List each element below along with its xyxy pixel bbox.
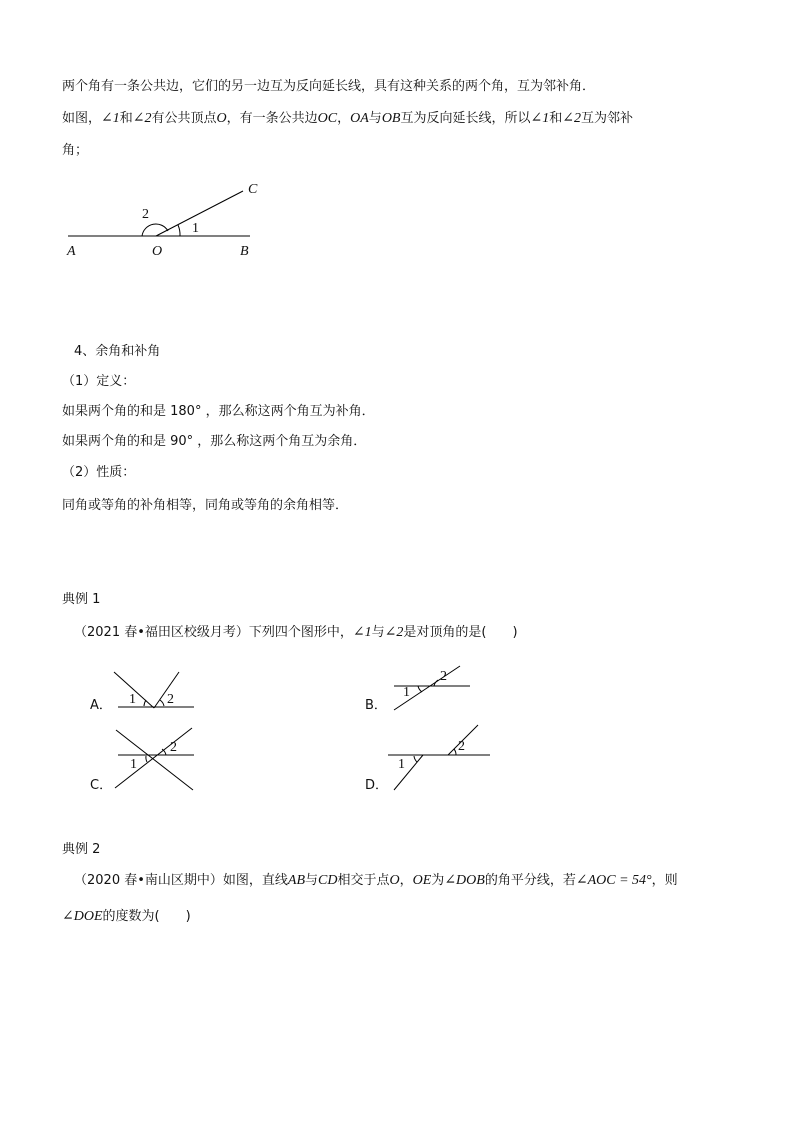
angle-2: ∠2 (132, 111, 152, 126)
text: （2021 春•福田区校级月考）下列四个图形中， (74, 625, 353, 640)
text: 和 (119, 111, 133, 126)
label-a: A (67, 244, 76, 259)
angle-1: ∠1 (101, 111, 120, 126)
text: 互为邻补 (580, 111, 633, 126)
option-d-label-2: 2 (458, 739, 465, 754)
label-angle-1: 1 (192, 221, 199, 236)
label-c: C (248, 182, 258, 197)
segment-oa: OA (350, 111, 369, 126)
label-angle-2: 2 (142, 207, 149, 222)
text: ， (337, 111, 351, 126)
point-o: O (216, 111, 227, 126)
option-d-label[interactable]: D． (365, 778, 389, 793)
angle-dob: ∠DOB (444, 873, 485, 888)
definition-heading: （1）定义： (62, 374, 136, 389)
text: 的角平分线，若 (484, 873, 576, 888)
point-o: O (389, 873, 400, 888)
option-b-label-1: 1 (403, 685, 410, 700)
text: 与 (371, 625, 385, 640)
angle-1: ∠1 (352, 625, 372, 640)
complementary-definition: 如果两个角的和是 90° ，那么称这两个角互为余角． (62, 434, 367, 449)
example-2-title: 典例 2 (62, 842, 101, 857)
angle-2: ∠2 (384, 625, 404, 640)
supplementary-definition: 如果两个角的和是 180° ，那么称这两个角互为补角． (62, 404, 375, 419)
text: 和 (549, 111, 563, 126)
angle-aoc-condition: ∠AOC = 54° (575, 873, 652, 888)
segment-ob: OB (381, 111, 401, 126)
option-b-label-2: 2 (440, 669, 447, 684)
property-heading: （2）性质： (62, 465, 136, 480)
text: 互为反向延长线，所以 (400, 111, 531, 126)
example-2-question (74, 872, 678, 890)
label-o: O (152, 244, 163, 259)
text: 相交于点 (337, 873, 390, 888)
option-c-label-2: 2 (170, 740, 177, 755)
text: ， (399, 873, 413, 888)
adjacent-example-line-end: 角； (62, 143, 89, 158)
option-a-label-1: 1 (129, 692, 136, 707)
text: 如图， (62, 111, 102, 126)
option-c-label[interactable]: C． (90, 778, 113, 793)
text: 的度数为( ) (102, 909, 191, 924)
text: 是对顶角的是( ) (403, 625, 518, 640)
text: ，则 (651, 873, 678, 888)
option-d-arc-1 (414, 756, 417, 762)
property-text: 同角或等角的补角相等，同角或等角的余角相等． (62, 498, 349, 513)
angle-1: ∠1 (530, 111, 550, 126)
text: 与 (368, 111, 382, 126)
text: 为 (431, 873, 445, 888)
label-b: B (240, 244, 249, 259)
example-1-title: 典例 1 (62, 592, 101, 607)
example-2-question-end (62, 908, 191, 926)
adjacent-definition: 两个角有一条公共边，它们的另一边互为反向延长线，具有这种关系的两个角，互为邻补角． (62, 79, 596, 94)
option-c-label-1: 1 (130, 757, 137, 772)
text: ，有一条公共边 (226, 111, 318, 126)
option-d-label-1: 1 (398, 757, 405, 772)
segment-oc: OC (317, 111, 338, 126)
angle-doe: ∠DOE (62, 909, 103, 924)
text: （2020 春•南山区期中）如图，直线 (74, 873, 288, 888)
text: 与 (305, 873, 319, 888)
ray-oe: OE (412, 873, 432, 888)
option-b-label[interactable]: B． (365, 698, 387, 713)
option-a-label[interactable]: A． (90, 698, 112, 713)
option-a-label-2: 2 (167, 692, 174, 707)
option-d-arc-2 (454, 749, 456, 755)
line-ab: AB (287, 873, 305, 888)
line-cd: CD (318, 873, 338, 888)
text: 有公共顶点 (151, 111, 217, 126)
section-4-heading: 4、余角和补角 (74, 344, 161, 359)
angle-2: ∠2 (562, 111, 581, 126)
